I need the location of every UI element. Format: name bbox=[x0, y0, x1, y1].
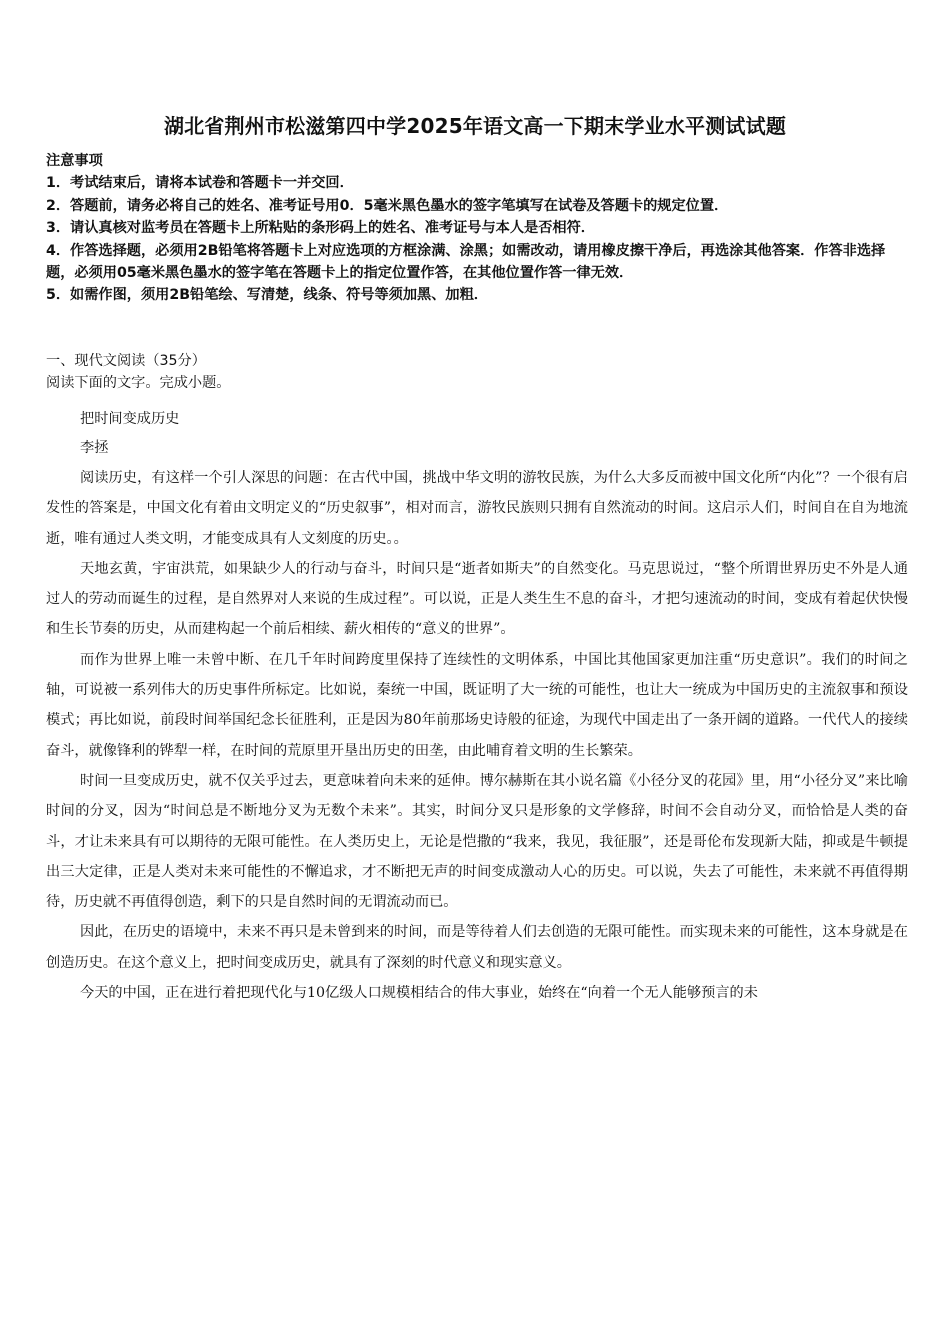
article-paragraph: 时间一旦变成历史，就不仅关乎过去，更意味着向未来的延伸。博尔赫斯在其小说名篇《小径分叉的花园》里，用“小径分叉”来比喻时间的分叉，因为“时间总是不断地分叉为无数个未来”。其实，时间分叉只是形象的文学修辞，时间不会自动分叉，而恰恰是人类的奋斗，才让未来具有可以期待的无限可能性。在人类历史上，无论是恺撒的“我来，我见，我征服”，还是哥伦布发现新大陆，抑或是牛顿提出三大定律，正是人类对未来可能性的不懈追求，才不断把无声的时间变成激动人心的历史。可以说，失去了可能性，未来就不再值得期待，历史就不再值得创造，剩下的只是自然时间的无谓流动而已。 bbox=[46, 772, 908, 911]
notice-item: 2．答题前，请务必将自己的姓名、准考证号用0．5毫米黑色墨水的签字笔填写在试卷及答题卡的规定位置． bbox=[46, 197, 729, 214]
article-paragraph: 阅读历史，有这样一个引人深思的问题：在古代中国，挑战中华文明的游牧民族，为什么大多反而被中国文化所“内化”？一个很有启发性的答案是，中国文化有着由文明定义的“历史叙事”，相对而言，游牧民族则只拥有自然流动的时间。这启示人们，时间自在自为地流逝，唯有通过人类文明，才能变成具有人文刻度的历史。。 bbox=[46, 470, 908, 547]
notice-item: 3．请认真核对监考员在答题卡上所粘贴的条形码上的姓名、准考证号与本人是否相符． bbox=[46, 220, 595, 237]
reading-section-header bbox=[46, 350, 908, 394]
notice-heading: 注意事项 bbox=[46, 153, 103, 169]
exam-title: 湖北省荆州市松滋第四中学2025年语文高一下期末学业水平测试试题 bbox=[163, 114, 787, 138]
article-paragraph: 今天的中国，正在进行着把现代化与10亿级人口规模相结合的伟大事业，始终在“向着一个无人能够预言的未 bbox=[80, 985, 758, 1002]
article-title: 把时间变成历史 bbox=[80, 411, 180, 427]
article-paragraph: 而作为世界上唯一未曾中断、在几千年时间跨度里保持了连续性的文明体系，中国比其他国家更加注重“历史意识”。我们的时间之轴，可说被一系列伟大的历史事件所标定。比如说，秦统一中国，既证明了大一统的可能性，也让大一统成为中国历史的主流叙事和预设模式；再比如说，前段时间举国纪念长征胜利，正是因为80年前那场史诗般的征途，为现代中国走出了一条开阔的道路。一代代人的接续奋斗，就像锋利的铧犁一样，在时间的荒原里开垦出历史的田垄，由此哺育着文明的生长繁荣。 bbox=[46, 651, 908, 759]
reading-article bbox=[46, 405, 908, 1008]
notice-item: 1．考试结束后，请将本试卷和答题卡一并交回． bbox=[46, 175, 354, 192]
section-instruction: 阅读下面的文字。完成小题。 bbox=[46, 375, 231, 391]
section-heading: 一、现代文阅读（35分） bbox=[46, 353, 206, 369]
notice-item: 5．如需作图，须用2B铅笔绘、写清楚，线条、符号等须加黑、加粗． bbox=[46, 287, 488, 304]
article-paragraph: 因此，在历史的语境中，未来不再只是未曾到来的时间，而是等待着人们去创造的无限可能性。而实现未来的可能性，这本身就是在创造历史。在这个意义上，把时间变成历史，就具有了深刻的时代意义和现实意义。 bbox=[46, 924, 908, 971]
article-author: 李拯 bbox=[80, 440, 109, 456]
notice-item: 4．作答选择题，必须用2B铅笔将答题卡上对应选项的方框涂满、涂黑；如需改动，请用橡皮擦干净后，再选涂其他答案．作答非选择题，必须用05毫米黑色墨水的签字笔在答题卡上的指定位置作答，在其他位置作答一律无效． bbox=[46, 242, 886, 282]
article-paragraph: 天地玄黄，宇宙洪荒，如果缺少人的行动与奋斗，时间只是“逝者如斯夫”的自然变化。马克思说过，“整个所谓世界历史不外是人通过人的劳动而诞生的过程，是自然界对人来说的生成过程”。可以说，正是人类生生不息的奋斗，才把匀速流动的时间，变成有着起伏快慢和生长节奏的历史，从而建构起一个前后相续、薪火相传的“意义的世界”。 bbox=[46, 560, 908, 638]
notice-section bbox=[46, 150, 908, 307]
